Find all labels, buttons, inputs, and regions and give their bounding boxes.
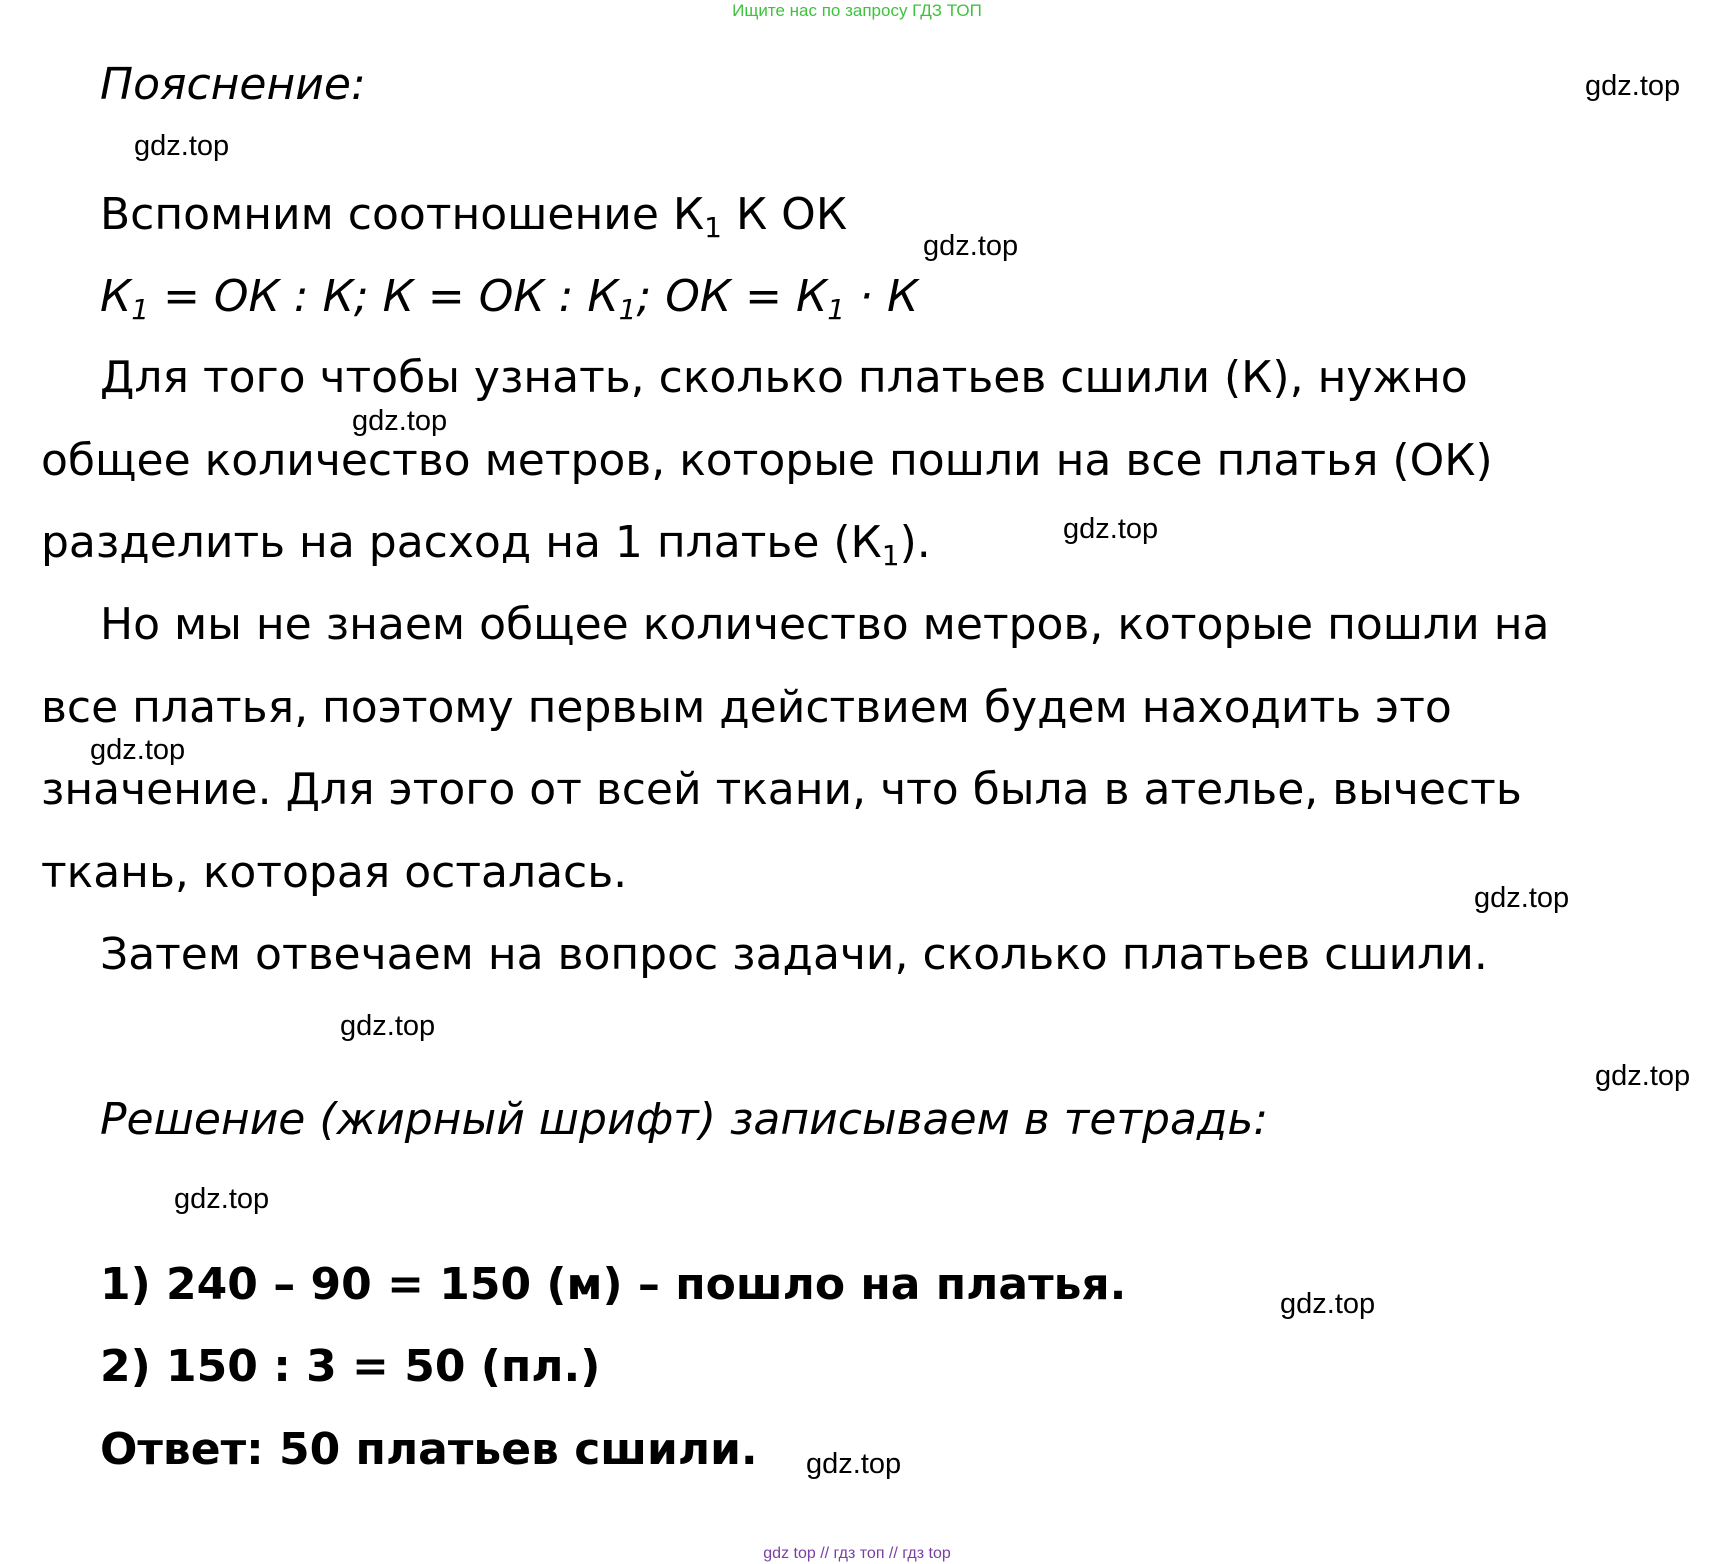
p1-line2: общее количество метров, которые пошли на все платья (ОК)	[41, 435, 1493, 486]
p1-line3-suffix: ).	[899, 517, 931, 568]
watermark: gdz.top	[1280, 1288, 1376, 1320]
explanation-title: Пояснение:	[100, 59, 366, 110]
watermark: gdz.top	[1474, 882, 1570, 914]
formula-line	[100, 271, 919, 326]
formula-b-sub: 1	[618, 293, 637, 326]
solution-step-2: 2) 150 : 3 = 50 (пл.)	[100, 1341, 601, 1392]
recall-line	[100, 189, 848, 244]
watermark: gdz.top	[90, 734, 186, 766]
p1-line3-sub: 1	[881, 539, 900, 572]
p2-line4: ткань, которая осталась.	[41, 847, 628, 898]
formula-c-sub: 1	[827, 293, 846, 326]
p2-line3: значение. Для этого от всей ткани, что была в ателье, вычесть	[41, 764, 1522, 815]
header-hint: Ищите нас по запросу ГДЗ ТОП	[732, 1, 982, 20]
p1-line1: Для того чтобы узнать, сколько платьев сшили (К), нужно	[100, 352, 1468, 403]
watermark: gdz.top	[134, 130, 230, 162]
recall-prefix: Вспомним соотношение К	[100, 189, 705, 240]
watermark: gdz.top	[806, 1448, 902, 1480]
p1-line3-prefix: разделить на расход на 1 платье (К	[41, 517, 882, 568]
p1-line3	[41, 517, 931, 572]
p2-line1: Но мы не знаем общее количество метров, которые пошли на	[100, 599, 1550, 650]
watermark: gdz.top	[340, 1010, 436, 1042]
watermark: gdz.top	[174, 1183, 270, 1215]
formula-a-sub: 1	[131, 293, 150, 326]
solution-answer: Ответ: 50 платьев сшили.	[100, 1424, 758, 1475]
watermark: gdz.top	[352, 405, 448, 437]
watermark: gdz.top	[1585, 70, 1681, 102]
formula-a: К	[100, 271, 132, 322]
recall-suffix: К ОК	[721, 189, 848, 240]
recall-sub: 1	[704, 211, 722, 244]
p2-line2: все платья, поэтому первым действием будем находить это	[41, 682, 1452, 733]
formula-d: · К	[845, 271, 919, 322]
solution-step-1: 1) 240 – 90 = 150 (м) – пошло на платья.	[100, 1259, 1127, 1310]
watermark: gdz.top	[1063, 513, 1159, 545]
solution-heading: Решение (жирный шрифт) записываем в тетрадь:	[100, 1094, 1269, 1145]
watermark: gdz.top	[923, 230, 1019, 262]
p3-line1: Затем отвечаем на вопрос задачи, сколько платьев сшили.	[100, 929, 1488, 980]
watermark: gdz.top	[1595, 1060, 1691, 1092]
formula-b: = ОК : К; К = ОК : К	[149, 271, 619, 322]
formula-c: ; ОК = К	[636, 271, 828, 322]
footer-links[interactable]: gdz top // гдз топ // гдз top	[763, 1545, 951, 1562]
